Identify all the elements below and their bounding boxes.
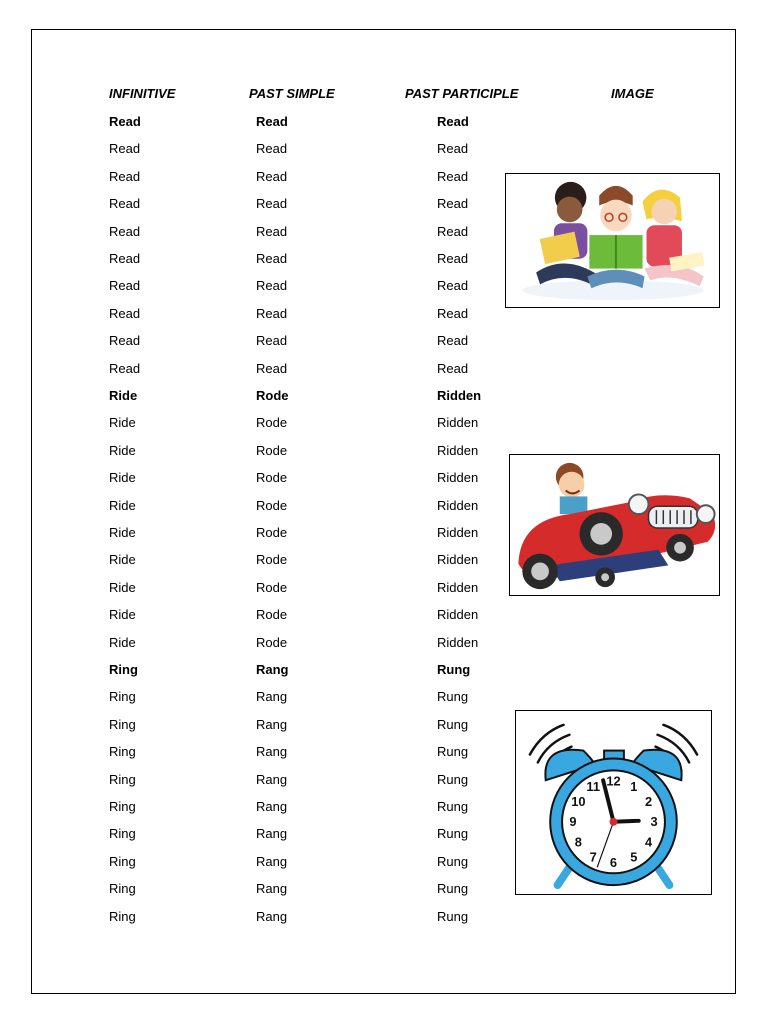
past-simple-cell: Rang (256, 689, 288, 704)
table-row (0, 909, 768, 929)
past-simple-cell: Rang (256, 772, 288, 787)
clock-number: 7 (589, 849, 597, 865)
infinitive-cell: Ring (109, 717, 136, 732)
infinitive-cell: Ring (109, 662, 138, 677)
past-simple-cell: Rode (256, 552, 288, 567)
past-participle-cell: Rung (437, 799, 469, 814)
clock-number: 8 (574, 834, 582, 850)
past-participle-cell: Ridden (437, 443, 479, 458)
past-participle-cell: Read (437, 361, 469, 376)
past-participle-cell: Ridden (437, 607, 479, 622)
infinitive-cell: Ring (109, 909, 136, 924)
infinitive-cell: Ring (109, 689, 136, 704)
infinitive-cell: Ring (109, 854, 136, 869)
table-row (0, 689, 768, 709)
past-participle-cell: Read (437, 224, 469, 239)
past-participle-cell: Ridden (437, 498, 479, 513)
clock-number: 12 (606, 773, 621, 789)
past-simple-cell: Read (256, 224, 288, 239)
infinitive-cell: Ring (109, 881, 136, 896)
past-simple-cell: Rode (256, 498, 288, 513)
past-simple-cell: Rang (256, 826, 288, 841)
past-participle-cell: Ridden (437, 388, 482, 403)
past-participle-cell: Rung (437, 744, 469, 759)
infinitive-cell: Read (109, 114, 141, 129)
past-simple-cell: Rode (256, 443, 288, 458)
infinitive-cell: Read (109, 278, 141, 293)
past-simple-cell: Rode (256, 635, 288, 650)
past-simple-cell: Read (256, 306, 288, 321)
infinitive-cell: Ride (109, 388, 138, 403)
alarm-clock-icon (516, 711, 711, 894)
past-participle-cell: Read (437, 278, 469, 293)
header-past-simple: PAST SIMPLE (249, 86, 335, 101)
header-infinitive: INFINITIVE (109, 86, 176, 101)
clock-image (515, 710, 712, 895)
clock-number: 2 (645, 793, 653, 809)
table-row (0, 361, 768, 381)
infinitive-cell: Ride (109, 552, 136, 567)
past-participle-cell: Read (437, 196, 469, 211)
infinitive-cell: Ride (109, 415, 136, 430)
infinitive-cell: Read (109, 169, 141, 184)
past-simple-cell: Rode (256, 415, 288, 430)
infinitive-cell: Read (109, 251, 141, 266)
past-simple-cell: Rang (256, 909, 288, 924)
infinitive-cell: Ride (109, 607, 136, 622)
past-simple-cell: Read (256, 251, 288, 266)
past-participle-cell: Read (437, 333, 469, 348)
past-simple-cell: Rang (256, 744, 288, 759)
clock-number: 6 (609, 854, 618, 870)
table-row (0, 607, 768, 627)
past-participle-cell: Ridden (437, 415, 479, 430)
table-row (0, 635, 768, 655)
table-row (0, 114, 768, 134)
past-participle-cell: Read (437, 141, 469, 156)
past-simple-cell: Rode (256, 525, 288, 540)
table-row (0, 333, 768, 353)
past-participle-cell: Read (437, 306, 469, 321)
past-participle-cell: Read (437, 251, 469, 266)
past-simple-cell: Rode (256, 580, 288, 595)
infinitive-cell: Ride (109, 443, 136, 458)
infinitive-cell: Read (109, 141, 141, 156)
past-participle-cell: Ridden (437, 470, 479, 485)
clock-number: 3 (650, 814, 658, 830)
past-simple-cell: Rang (256, 854, 288, 869)
past-simple-cell: Rode (256, 388, 289, 403)
table-row (0, 141, 768, 161)
infinitive-cell: Ride (109, 470, 136, 485)
past-participle-cell: Rung (437, 662, 471, 677)
clock-number: 5 (630, 849, 638, 865)
clock-number: 9 (569, 814, 577, 830)
clock-number: 11 (586, 779, 601, 795)
past-simple-cell: Rang (256, 662, 289, 677)
past-participle-cell: Rung (437, 909, 469, 924)
past-simple-cell: Read (256, 333, 288, 348)
clock-number: 1 (630, 779, 638, 795)
past-simple-cell: Rang (256, 881, 288, 896)
header-past-participle: PAST PARTICIPLE (405, 86, 519, 101)
past-participle-cell: Ridden (437, 525, 479, 540)
past-simple-cell: Read (256, 141, 288, 156)
car-image (509, 454, 720, 596)
past-participle-cell: Rung (437, 689, 469, 704)
infinitive-cell: Ring (109, 744, 136, 759)
infinitive-cell: Read (109, 306, 141, 321)
table-row (0, 415, 768, 435)
past-simple-cell: Read (256, 196, 288, 211)
past-simple-cell: Read (256, 114, 288, 129)
past-simple-cell: Read (256, 361, 288, 376)
infinitive-cell: Ride (109, 635, 136, 650)
past-simple-cell: Read (256, 278, 288, 293)
header-image: IMAGE (611, 86, 654, 101)
table-row (0, 388, 768, 408)
infinitive-cell: Ride (109, 525, 136, 540)
reading-image (505, 173, 720, 308)
infinitive-cell: Ride (109, 498, 136, 513)
past-participle-cell: Rung (437, 772, 469, 787)
past-participle-cell: Rung (437, 881, 469, 896)
past-simple-cell: Rode (256, 470, 288, 485)
infinitive-cell: Read (109, 224, 141, 239)
infinitive-cell: Ring (109, 826, 136, 841)
infinitive-cell: Ring (109, 772, 136, 787)
table-row (0, 662, 768, 682)
past-participle-cell: Ridden (437, 635, 479, 650)
infinitive-cell: Ride (109, 580, 136, 595)
past-simple-cell: Read (256, 169, 288, 184)
children-reading-icon (506, 174, 719, 307)
past-simple-cell: Rode (256, 607, 288, 622)
past-participle-cell: Ridden (437, 552, 479, 567)
past-participle-cell: Ridden (437, 580, 479, 595)
clock-number: 10 (571, 793, 586, 809)
clock-number: 4 (645, 834, 653, 850)
past-simple-cell: Rang (256, 717, 288, 732)
past-participle-cell: Rung (437, 717, 469, 732)
infinitive-cell: Read (109, 361, 141, 376)
table-row (0, 306, 768, 326)
past-participle-cell: Rung (437, 826, 469, 841)
past-simple-cell: Rang (256, 799, 288, 814)
past-participle-cell: Read (437, 114, 469, 129)
infinitive-cell: Ring (109, 799, 136, 814)
boy-driving-car-icon (510, 455, 719, 595)
infinitive-cell: Read (109, 333, 141, 348)
infinitive-cell: Read (109, 196, 141, 211)
past-participle-cell: Read (437, 169, 469, 184)
past-participle-cell: Rung (437, 854, 469, 869)
